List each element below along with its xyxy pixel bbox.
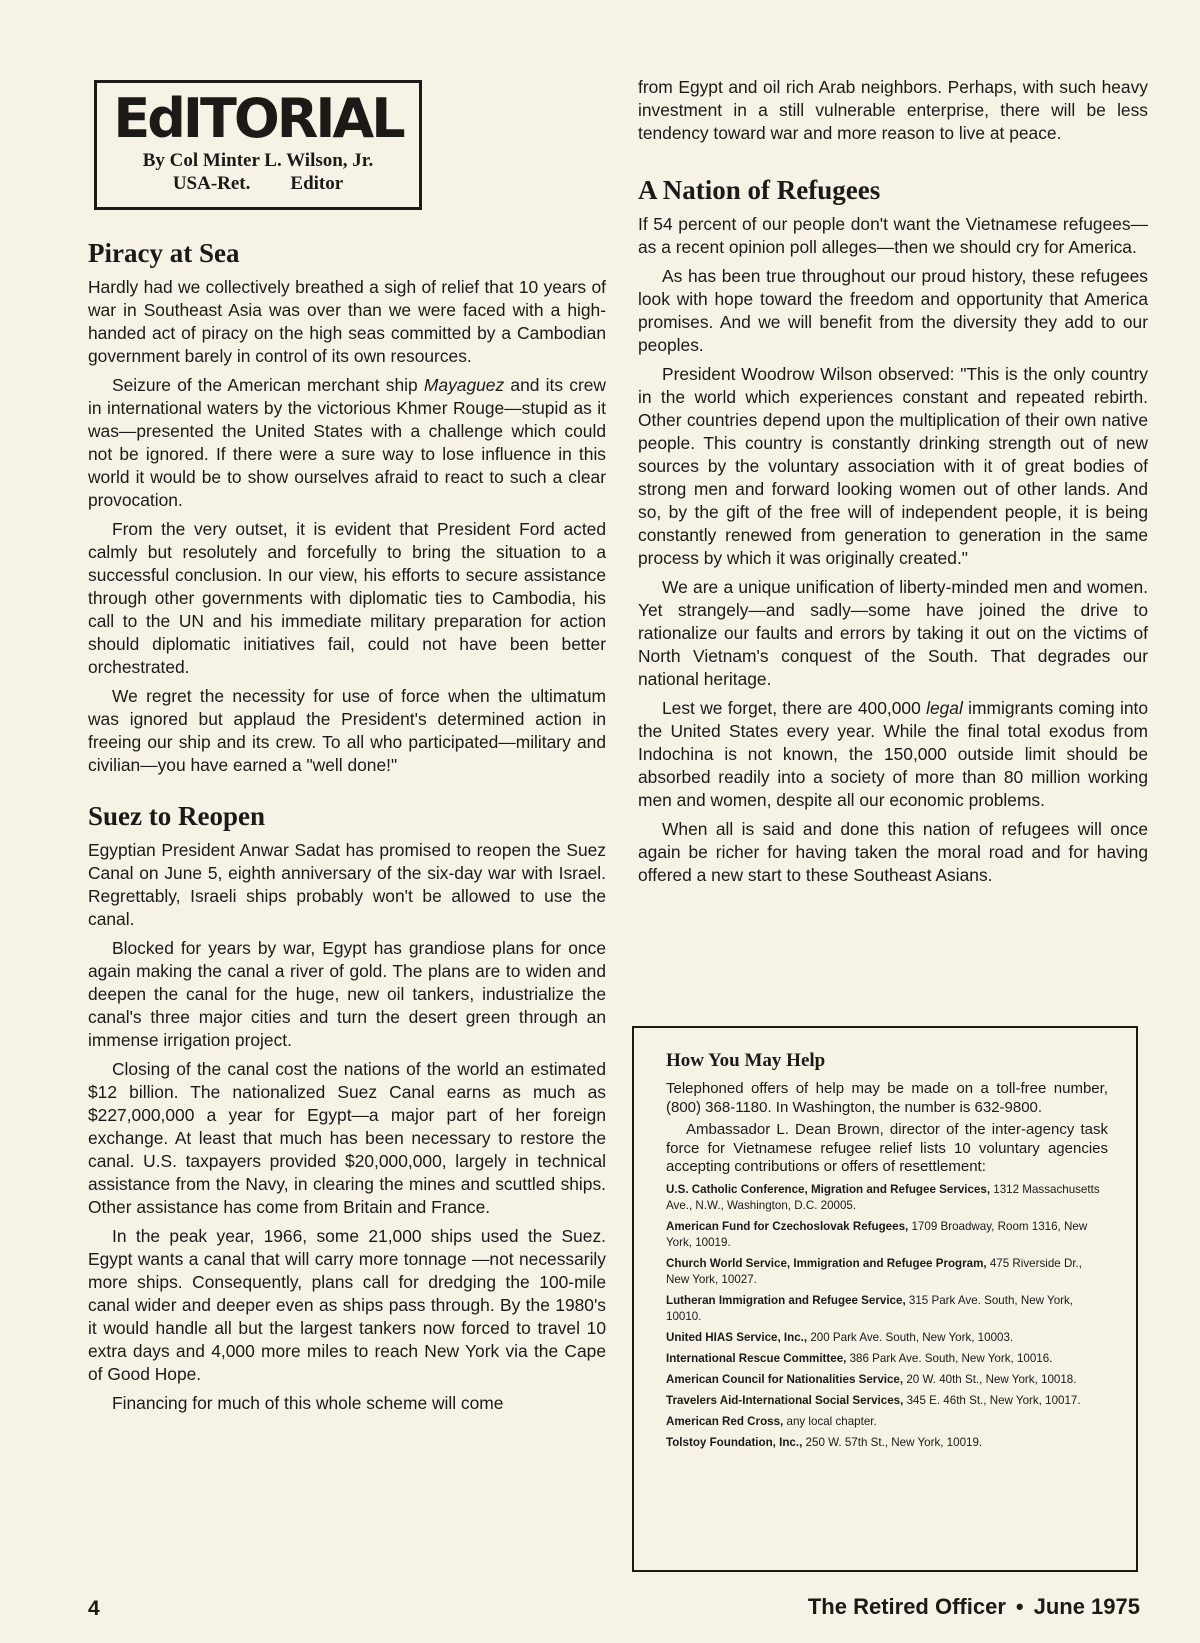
- agency-item: U.S. Catholic Conference, Migration and Refugee Services, 1312 Massachusetts Ave., N.W., Washington, D.C. 20005.: [666, 1182, 1100, 1212]
- byline-rank-role: [97, 172, 419, 195]
- right-column: [638, 76, 1148, 887]
- agency-item: International Rescue Committee, 386 Park Ave. South, New York, 10016.: [666, 1351, 1053, 1365]
- suez-section: [88, 801, 606, 1415]
- suez-paragraph-4: In the peak year, 1966, some 21,000 ships used the Suez. Egypt wants a canal that will carry more tonnage —not necessarily more ships. Consequently, plans call for dredging the 100-mile canal wider and deeper even as ships pass through. By the 1980's it would handle all but the largest tankers now forced to travel 10 extra days and 4,000 more miles to reach New York via the Cape of Good Hope.: [88, 1226, 606, 1384]
- refugees-paragraph-3: President Woodrow Wilson observed: "This is the only country in the world which experiences constant and repeated rebirth. Other countries depend upon the multiplication of their own native people. This country is constantly drinking strength out of new sources by the voluntary association with it of great bodies of strong men and forward looking women out of other lands. And so, by the gift of the free will of independent people, it is being constantly renewed from generation to generation in the same process by which it was originally created.": [638, 364, 1148, 568]
- refugees-paragraph-6: When all is said and done this nation of refugees will once again be richer for having taken the moral road and for having offered a new start to these Southeast Asians.: [638, 819, 1148, 885]
- piracy-section: [88, 238, 606, 777]
- issue-date: June 1975: [1033, 1594, 1140, 1619]
- refugees-section: [638, 175, 1148, 887]
- agency-item: American Fund for Czechoslovak Refugees, 1709 Broadway, Room 1316, New York, 10019.: [666, 1219, 1088, 1249]
- piracy-heading: Piracy at Sea: [88, 238, 240, 268]
- ship-name: Mayaguez: [423, 375, 505, 395]
- piracy-paragraph-4: We regret the necessity for use of force when the ultimatum was ignored but applaud the President's determined action in freeing our ship and its crew. To all who participated—military and civilian—you have earned a "well done!": [88, 686, 606, 775]
- refugees-heading: A Nation of Refugees: [638, 175, 881, 205]
- piracy-paragraph-3: From the very outset, it is evident that President Ford acted calmly but resolutely and forcefully to bring the situation to a successful conclusion. In our view, his efforts to secure assistance through other governments with diplomatic ties to Cambodia, his call to the UN and his immediate military preparation for action should diplomatic initiatives fail, could not have been better orchestrated.: [88, 519, 606, 677]
- byline-role: Editor: [290, 173, 344, 194]
- footer-separator: •: [1015, 1594, 1024, 1619]
- magazine-footer: [808, 1594, 1140, 1620]
- left-column: [88, 80, 606, 1415]
- piracy-paragraph-1: Hardly had we collectively breathed a sigh of relief that 10 years of war in Southeast Asia was over than we were faced with a high-handed act of piracy on the high seas committed by a Cambodian government barely in control of its own resources.: [88, 277, 606, 366]
- help-heading: How You May Help: [666, 1050, 826, 1071]
- agency-item: United HIAS Service, Inc., 200 Park Ave. South, New York, 10003.: [666, 1330, 1014, 1344]
- agency-item: Lutheran Immigration and Refugee Service, 315 Park Ave. South, New York, 10010.: [666, 1293, 1074, 1323]
- magazine-name: The Retired Officer: [807, 1594, 1006, 1619]
- agency-item: American Council for Nationalities Service, 20 W. 40th St., New York, 10018.: [666, 1372, 1077, 1386]
- agency-item: Church World Service, Immigration and Refugee Program, 475 Riverside Dr., New York, 10027.: [666, 1256, 1082, 1286]
- refugees-paragraph-4: We are a unique unification of liberty-minded men and women. Yet strangely—and sadly—some have joined the drive to rationalize our faults and errors by taking it out on the victims of North Vietnam's conquest of the South. That degrades our national heritage.: [638, 577, 1148, 689]
- editorial-masthead: [94, 80, 422, 210]
- suez-paragraph-3: Closing of the canal cost the nations of the world an estimated $12 billion. The nationalized Suez Canal earns as much as $227,000,000 a year for Egypt—a major part of her foreign exchange. At least that much has been necessary to restore the canal. U.S. taxpayers provided $20,000,000, largely in technical assistance from the Navy, in clearing the mines and scuttled ships. Other assistance has come from Britain and France.: [88, 1059, 606, 1217]
- agency-item: Tolstoy Foundation, Inc., 250 W. 57th St., New York, 10019.: [666, 1435, 983, 1449]
- suez-heading: Suez to Reopen: [88, 801, 265, 831]
- suez-paragraph-2: Blocked for years by war, Egypt has grandiose plans for once again making the canal a river of gold. The plans are to widen and deepen the canal for the huge, new oil tankers, industrialize the canal's three major cities and turn the desert green through an immense irrigation project.: [88, 938, 606, 1050]
- agency-list: [666, 1182, 1108, 1451]
- page-number: 4: [88, 1597, 100, 1620]
- refugees-paragraph-5: Lest we forget, there are 400,000 legal immigrants coming into the United States every year. While the final total exodus from Indochina is not known, the 150,000 outside limit should be absorbed readily into a society of more than 80 million working men and women, despite all our economic problems.: [638, 698, 1148, 810]
- byline-author: By Col Minter L. Wilson, Jr.: [142, 150, 374, 171]
- help-paragraph-1: Telephoned offers of help may be made on a toll-free number, (800) 368-1180. In Washington, the number is 632-9800.: [666, 1080, 1108, 1116]
- agency-item: Travelers Aid-International Social Services, 345 E. 46th St., New York, 10017.: [666, 1393, 1081, 1407]
- suez-paragraph-5-continued: from Egypt and oil rich Arab neighbors. Perhaps, with such heavy investment in a still vulnerable enterprise, there will be less tendency toward war and more reason to live at peace.: [638, 77, 1148, 143]
- help-paragraph-2: Ambassador L. Dean Brown, director of the inter-agency task force for Vietnamese refugee relief lists 10 voluntary agencies accepting contributions or offers of resettlement:: [666, 1121, 1108, 1175]
- agency-item: American Red Cross, any local chapter.: [666, 1414, 877, 1428]
- suez-paragraph-5: Financing for much of this whole scheme will come: [112, 1393, 504, 1413]
- legal-emphasis: legal: [926, 698, 963, 718]
- refugees-paragraph-1: If 54 percent of our people don't want the Vietnamese refugees—as a recent opinion poll alleges—then we should cry for America.: [638, 214, 1148, 257]
- editorial-title: EdITORIAL: [113, 87, 403, 150]
- refugees-paragraph-2: As has been true throughout our proud history, these refugees look with hope toward the freedom and opportunity that America promises. And we will benefit from the diversity they add to our peoples.: [638, 266, 1148, 355]
- how-you-may-help-box: [632, 1026, 1138, 1572]
- piracy-paragraph-2: Seizure of the American merchant ship Mayaguez and its crew in international waters by the victorious Khmer Rouge—stupid as it was—presented the United States with a challenge which could not be ignored. If there were a sure way to lose influence in this world it would be to show ourselves afraid to react to such a clear provocation.: [88, 375, 606, 510]
- byline-rank: USA-Ret.: [172, 173, 251, 194]
- suez-paragraph-1: Egyptian President Anwar Sadat has promised to reopen the Suez Canal on June 5, eighth anniversary of the six-day war with Israel. Regrettably, Israeli ships probably won't be allowed to use the canal.: [88, 840, 606, 929]
